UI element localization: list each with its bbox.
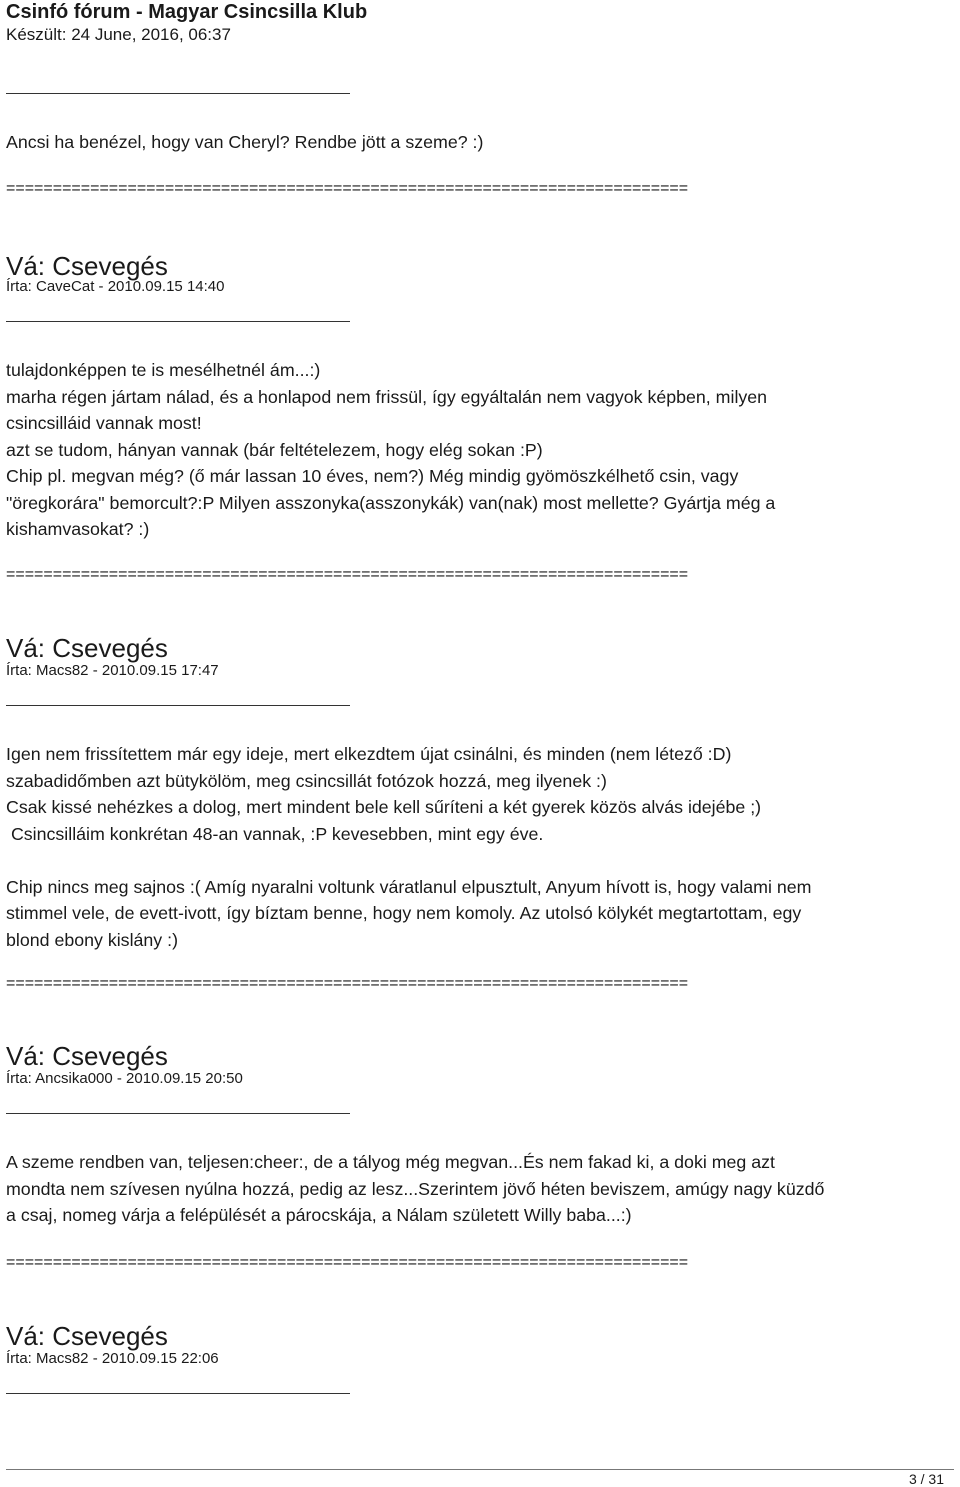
post-meta: Írta: Ancsika000 - 2010.09.15 20:50 [6, 1070, 243, 1087]
post-divider-line [6, 321, 350, 322]
post-meta: Írta: Macs82 - 2010.09.15 22:06 [6, 1350, 219, 1367]
post-divider-line [6, 1113, 350, 1114]
footer-rule [6, 1469, 954, 1470]
post-divider-line [6, 705, 350, 706]
post-title: Vá: Csevegés [6, 251, 168, 281]
post-separator: ========================================================================= [6, 566, 689, 583]
post-meta: Írta: CaveCat - 2010.09.15 14:40 [6, 278, 225, 295]
post-title: Vá: Csevegés [6, 1321, 168, 1351]
site-title: Csinfó fórum - Magyar Csincsilla Klub [6, 1, 368, 23]
post-title: Vá: Csevegés [6, 633, 168, 663]
created-date: Készült: 24 June, 2016, 06:37 [6, 25, 231, 44]
post-separator: ========================================================================= [6, 975, 689, 992]
post-title: Vá: Csevegés [6, 1041, 168, 1071]
post-body: Ancsi ha benézel, hogy van Cheryl? Rendbe jött a szeme? :) [6, 132, 484, 152]
page-number: 3 / 31 [908, 1471, 944, 1487]
post-body: A szeme rendben van, teljesen:cheer:, de a tályog még megvan...És nem fakad ki, a doki meg azt mondta nem szívesen nyúlna hozzá, pedig az lesz...Szerintem jövő héten beviszem, amúgy nagy küzdő a csaj, nomeg várja a felépülését a párocskája, a Nálam született Willy baba...:) [6, 1152, 825, 1225]
post-separator: ========================================================================= [6, 180, 689, 197]
document-header [6, 0, 367, 46]
post-body: tulajdonképpen te is mesélhetnél ám...:) marha régen jártam nálad, és a honlapod nem frissül, így egyáltalán nem vagyok képben, milyen csincsilláid vannak most! azt se tudom, hányan vannak (bár feltételezem, hogy elég sokan :P) Chip pl. megvan még? (ő már lassan 10 éves, nem?) Még mindig gyömöszkélhető csin, vagy "öregkorára" bemorcult?:P Milyen asszonyka(asszonykák) van(nak) most mellette? Gyártja még a kishamvasokat? :) [6, 360, 776, 539]
post-body: Igen nem frissítettem már egy ideje, mert elkezdtem újat csinálni, és minden (nem létező :D) szabadidőmben azt bütykölöm, meg csincsillát fotózok hozzá, meg ilyenek :) Csak kissé nehézkes a dolog, mert mindent bele kell sűríteni a két gyerek közös alvás idejébe ;) Csincsilláim konkrétan 48-an vannak, :P kevesebben, mint egy éve. Chip nincs meg sajnos :( Amíg nyaralni voltunk váratlanul elpusztult, Anyum hívott is, hogy valami nem stimmel vele, de evett-ivott, így bíztam benne, hogy nem komoly. Az utolsó kölykét megtartottam, egy blond ebony kislány :) [6, 744, 812, 950]
post-separator: ========================================================================= [6, 1254, 689, 1271]
post-divider-line [6, 93, 350, 94]
post-divider-line [6, 1393, 350, 1394]
post-meta: Írta: Macs82 - 2010.09.15 17:47 [6, 662, 219, 679]
